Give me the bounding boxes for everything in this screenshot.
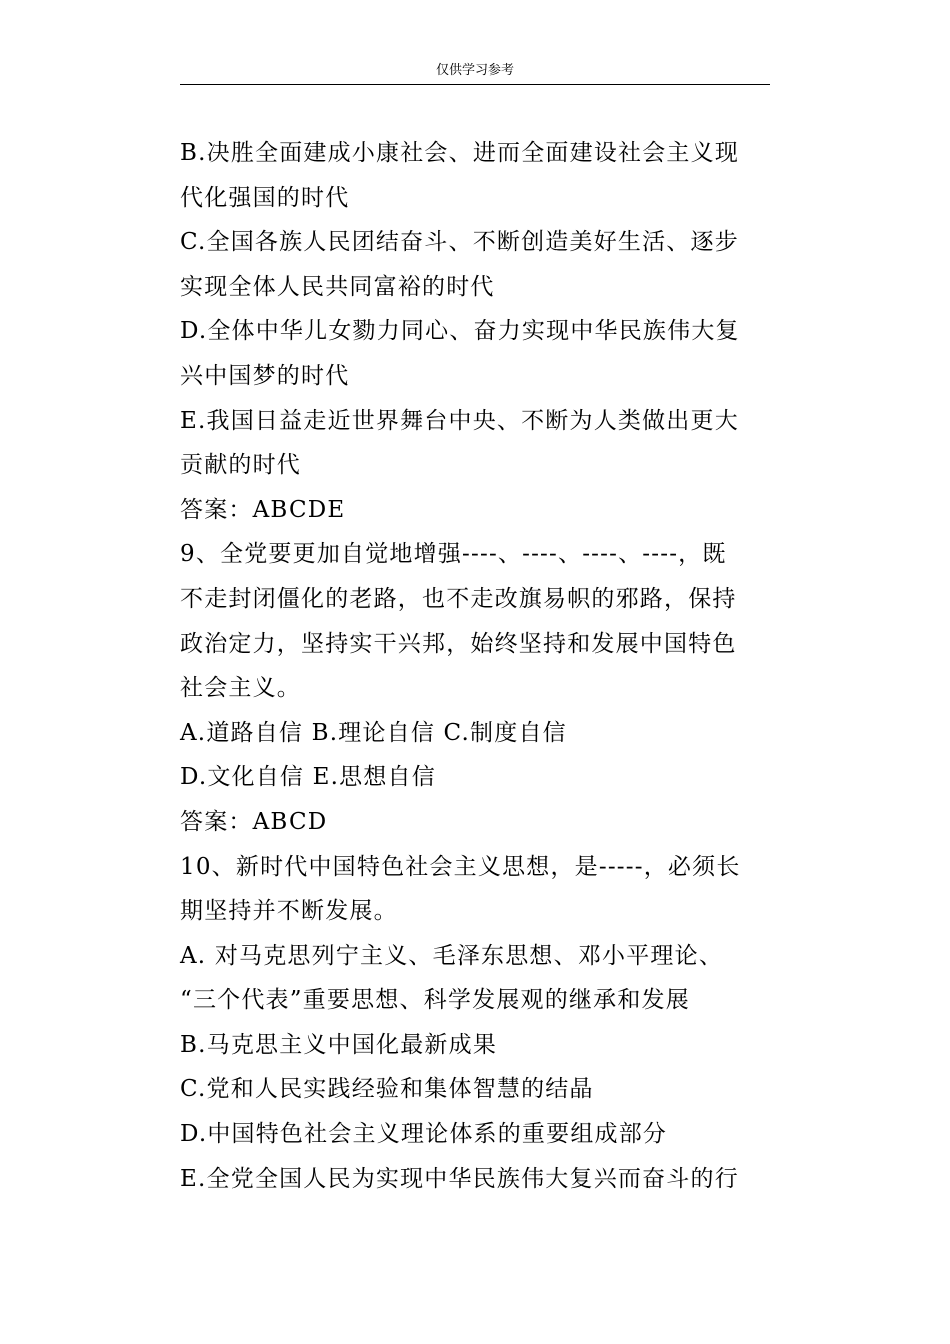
question-10-line-1: 10、新时代中国特色社会主义思想，是-----，必须长 (180, 853, 741, 880)
question-9-options-abc: A.道路自信 B.理论自信 C.制度自信 (180, 719, 567, 746)
question-9-options-de: D.文化自信 E.思想自信 (180, 764, 436, 791)
answer-8: 答案：ABCDE (180, 496, 346, 523)
question-10-option-a-line-1: A. 对马克思列宁主义、毛泽东思想、邓小平理论、 (180, 942, 724, 969)
option-e-line-2: 贡献的时代 (180, 452, 301, 479)
option-c-line-2: 实现全体人民共同富裕的时代 (180, 273, 495, 300)
question-10-line-2: 期坚持并不断发展。 (180, 898, 398, 925)
question-9-line-1: 9、全党要更加自觉地增强----、----、----、----，既 (180, 541, 727, 568)
answer-9: 答案：ABCD (180, 808, 328, 835)
option-e-line-1: E.我国日益走近世界舞台中央、不断为人类做出更大 (180, 407, 739, 434)
question-9-line-3: 政治定力，坚持实干兴邦，始终坚持和发展中国特色 (180, 630, 737, 657)
question-10-option-e: E.全党全国人民为实现中华民族伟大复兴而奋斗的行 (180, 1165, 739, 1192)
question-10-option-b: B.马克思主义中国化最新成果 (180, 1031, 498, 1058)
question-10-option-c: C.党和人民实践经验和集体智慧的结晶 (180, 1076, 594, 1103)
option-d-line-1: D.全体中华儿女勠力同心、奋力实现中华民族伟大复 (180, 318, 740, 345)
question-9-line-2: 不走封闭僵化的老路，也不走改旗易帜的邪路，保持 (180, 585, 737, 612)
option-b-line-2: 代化强国的时代 (180, 184, 350, 211)
option-c-line-1: C.全国各族人民团结奋斗、不断创造美好生活、逐步 (180, 229, 739, 256)
question-10-option-a-line-2: “三个代表”重要思想、科学发展观的继承和发展 (180, 987, 690, 1014)
question-9-line-4: 社会主义。 (180, 675, 301, 702)
option-b-line-1: B.决胜全面建成小康社会、进而全面建设社会主义现 (180, 140, 740, 166)
question-10-option-d: D.中国特色社会主义理论体系的重要组成部分 (180, 1121, 668, 1148)
option-d-line-2: 兴中国梦的时代 (180, 362, 350, 389)
page-header: 仅供学习参考 (180, 62, 770, 85)
document-body (180, 134, 772, 1204)
